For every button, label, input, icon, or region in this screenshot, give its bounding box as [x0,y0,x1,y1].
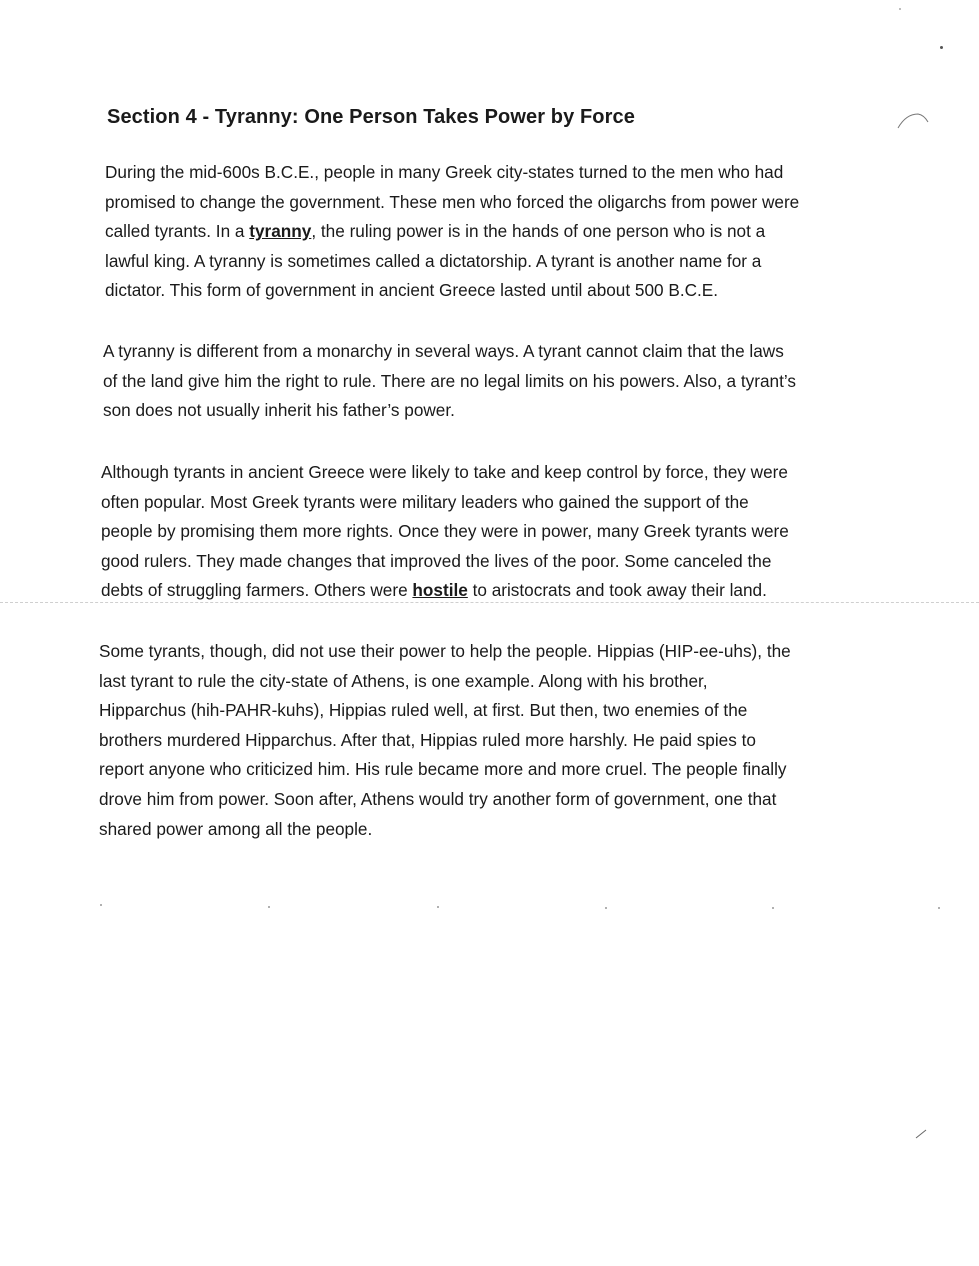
text-run: son does not usually inherit his father’s power. [103,400,455,421]
scan-speck [100,904,102,906]
text-run: Hipparchus (hih-PAHR-kuhs), Hippias ruled well, at first. But then, two enemies of the [99,700,748,721]
vocabulary-term: tyranny [249,221,312,242]
text-run: lawful king. A tyranny is sometimes called a dictatorship. A tyrant is another name for a [105,250,762,271]
scan-speck [437,906,439,908]
scan-mark-tick [912,1122,932,1142]
paragraph-line [105,276,865,306]
text-run: good rulers. They made changes that improved the lives of the poor. Some canceled the [101,550,772,571]
paragraph-line [99,637,859,667]
text-run: called tyrants. In a [105,221,250,242]
text-run: , the ruling power is in the hands of one person who is not a [311,221,766,242]
paragraph-line [103,367,863,397]
scan-speck [899,8,901,10]
scan-speck [940,46,943,49]
paragraph-line [101,458,861,488]
text-run: of the land give him the right to rule. There are no legal limits on his powers. Also, a tyrant’s [103,370,796,391]
text-run: people by promising them more rights. Once they were in power, many Greek tyrants were [101,521,789,542]
text-run: to aristocrats and took away their land. [467,580,767,601]
paragraph-line [105,217,865,247]
text-run: brothers murdered Hipparchus. After that, Hippias ruled more harshly. He paid spies to [99,729,756,750]
text-run: Although tyrants in ancient Greece were likely to take and keep control by force, they were [101,462,788,482]
paragraph-line [101,547,861,577]
text-run: shared power among all the people. [99,818,373,839]
scan-mark-curve [896,110,932,132]
paragraph-line [99,667,859,697]
paragraph-line [99,755,859,785]
paragraph-line [103,337,863,367]
text-run: Some tyrants, though, did not use their power to help the people. Hippias (HIP-ee-uhs), the [99,641,791,661]
text-run: A tyranny is different from a monarchy in several ways. A tyrant cannot claim that the laws [103,341,784,361]
paragraph-line [105,158,865,188]
section-heading: Section 4 - Tyranny: One Person Takes Power by Force [107,106,635,128]
text-run: drove him from power. Soon after, Athens would try another form of government, one that [99,788,777,809]
paragraph-line [99,696,859,726]
scan-speck [938,907,940,909]
paragraph-line [101,517,861,547]
text-run: last tyrant to rule the city-state of Athens, is one example. Along with his brother, [99,670,708,691]
scan-speck [605,907,607,909]
text-run: promised to change the government. These men who forced the oligarchs from power were [105,191,800,212]
text-run: During the mid-600s B.C.E., people in many Greek city-states turned to the men who had [105,162,784,182]
paragraph-line [99,785,859,815]
vocabulary-term: hostile [412,580,468,601]
paragraph-3 [101,458,861,606]
text-run: report anyone who criticized him. His rule became more and more cruel. The people finally [99,759,787,780]
text-run: often popular. Most Greek tyrants were military leaders who gained the support of the [101,491,749,512]
paragraph-line [103,396,863,426]
text-run: debts of struggling farmers. Others were [101,580,413,601]
scan-speck [772,907,774,909]
paragraph-1 [105,158,865,306]
paragraph-2 [103,337,863,426]
paragraph-line [101,488,861,518]
paragraph-line [105,247,865,277]
paragraph-line [99,815,859,845]
text-run: dictator. This form of government in ancient Greece lasted until about 500 B.C.E. [105,280,719,301]
paragraph-line [101,576,861,606]
paragraph-4 [99,637,859,844]
paragraph-line [99,726,859,756]
scan-speck [268,906,270,908]
paragraph-line [105,188,865,218]
